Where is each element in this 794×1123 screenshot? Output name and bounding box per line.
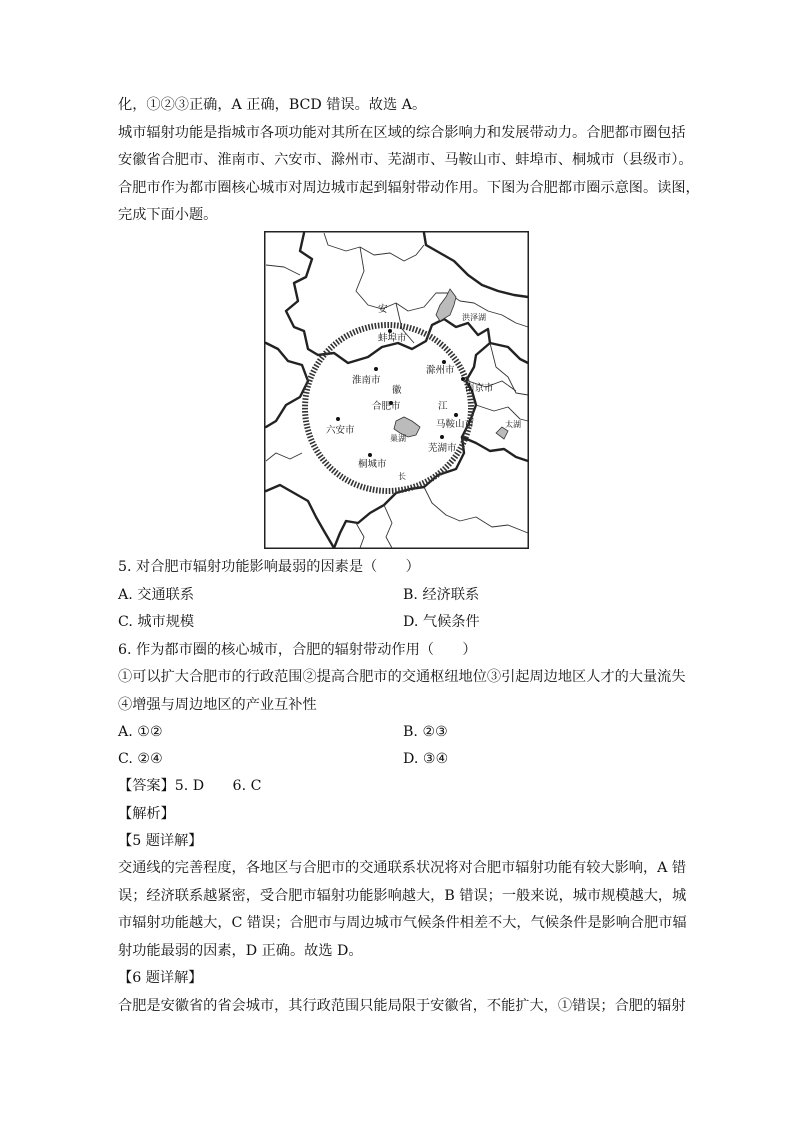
q5-detail-heading: 【5 题详解】 [118,833,203,849]
label-taihu: 太湖 [505,420,521,429]
q6-items-2: ④增强与周边地区的产业互补性 [118,697,317,713]
label-chuzhou: 滁州市 [426,365,455,376]
label-wuhu: 芜湖市 [428,443,457,454]
q6-option-d: D. ③④ [403,751,449,767]
q6-detail-heading: 【6 题详解】 [118,970,203,986]
answer-line: 【答案】5. D 6. C [118,778,262,794]
hefei-metro-map [264,231,529,549]
intro-line-5: 完成下面小题。 [118,207,218,223]
q5-detail-line-4: 射功能最弱的因素，D 正确。故选 D。 [118,943,363,959]
label-huainan: 淮南市 [352,375,381,386]
q6-detail-line-1: 合肥是安徽省的省会城市，其行政范围只能局限于安徽省，不能扩大，①错误；合肥的辐射 [118,998,686,1014]
q5-stem: 5. 对合肥市辐射功能影响最弱的因素是（ ） [118,559,420,575]
label-an: 安 [378,304,388,315]
label-nanjing: 南京市 [465,383,494,394]
intro-line-3: 安徽省合肥市、淮南市、六安市、滁州市、芜湖市、马鞍山市、蚌埠市、桐城市（县级市）。 [118,152,693,168]
intro-line-1: 化，①②③正确，A 正确，BCD 错误。故选 A。 [118,97,427,113]
label-hefei: 合肥市 [372,401,401,412]
analysis-heading: 【解析】 [118,806,175,822]
q6-option-b: B. ②③ [403,724,448,740]
q5-option-d: D. 气候条件 [403,614,480,630]
q5-option-a: A. 交通联系 [118,587,195,603]
label-chang: 长 [398,472,406,481]
label-jiang: 江 [438,401,448,412]
q5-detail-line-2: 误；经济联系越紧密，受合肥市辐射功能影响越大，B 错误；一般来说，城市规模越大，城 [118,888,687,904]
label-tongcheng: 桐城市 [358,459,387,470]
q6-option-a: A. ①② [118,724,163,740]
label-hui: 徽 [392,385,402,396]
intro-line-4: 合肥市作为都市圈核心城市对周边城市起到辐射带动作用。下图为合肥都市圈示意图。读图， [118,180,700,196]
q6-option-c: C. ②④ [118,751,163,767]
label-bengbu: 蚌埠市 [378,333,407,344]
q5-option-c: C. 城市规模 [118,614,195,630]
q5-detail-line-1: 交通线的完善程度，各地区与合肥市的交通联系状况将对合肥市辐射功能有较大影响，A 错 [118,860,687,876]
label-liuan: 六安市 [326,425,355,436]
q6-stem: 6. 作为都市圈的核心城市，合肥的辐射带动作用（ ） [118,642,477,658]
label-hongzehu: 洪泽湖 [462,313,486,322]
label-maanshan: 马鞍山市 [436,419,475,430]
q5-detail-line-3: 市辐射功能越大，C 错误；合肥市与周边城市气候条件相差不大，气候条件是影响合肥市辐 [118,915,687,931]
q6-items-1: ①可以扩大合肥市的行政范围②提高合肥市的交通枢纽地位③引起周边地区人才的大量流失 [118,669,686,685]
q5-option-b: B. 经济联系 [403,587,480,603]
label-chaohu: 巢湖 [390,434,406,443]
intro-line-2: 城市辐射功能是指城市各项功能对其所在区域的综合影响力和发展带动力。合肥都市圈包括 [118,125,686,141]
